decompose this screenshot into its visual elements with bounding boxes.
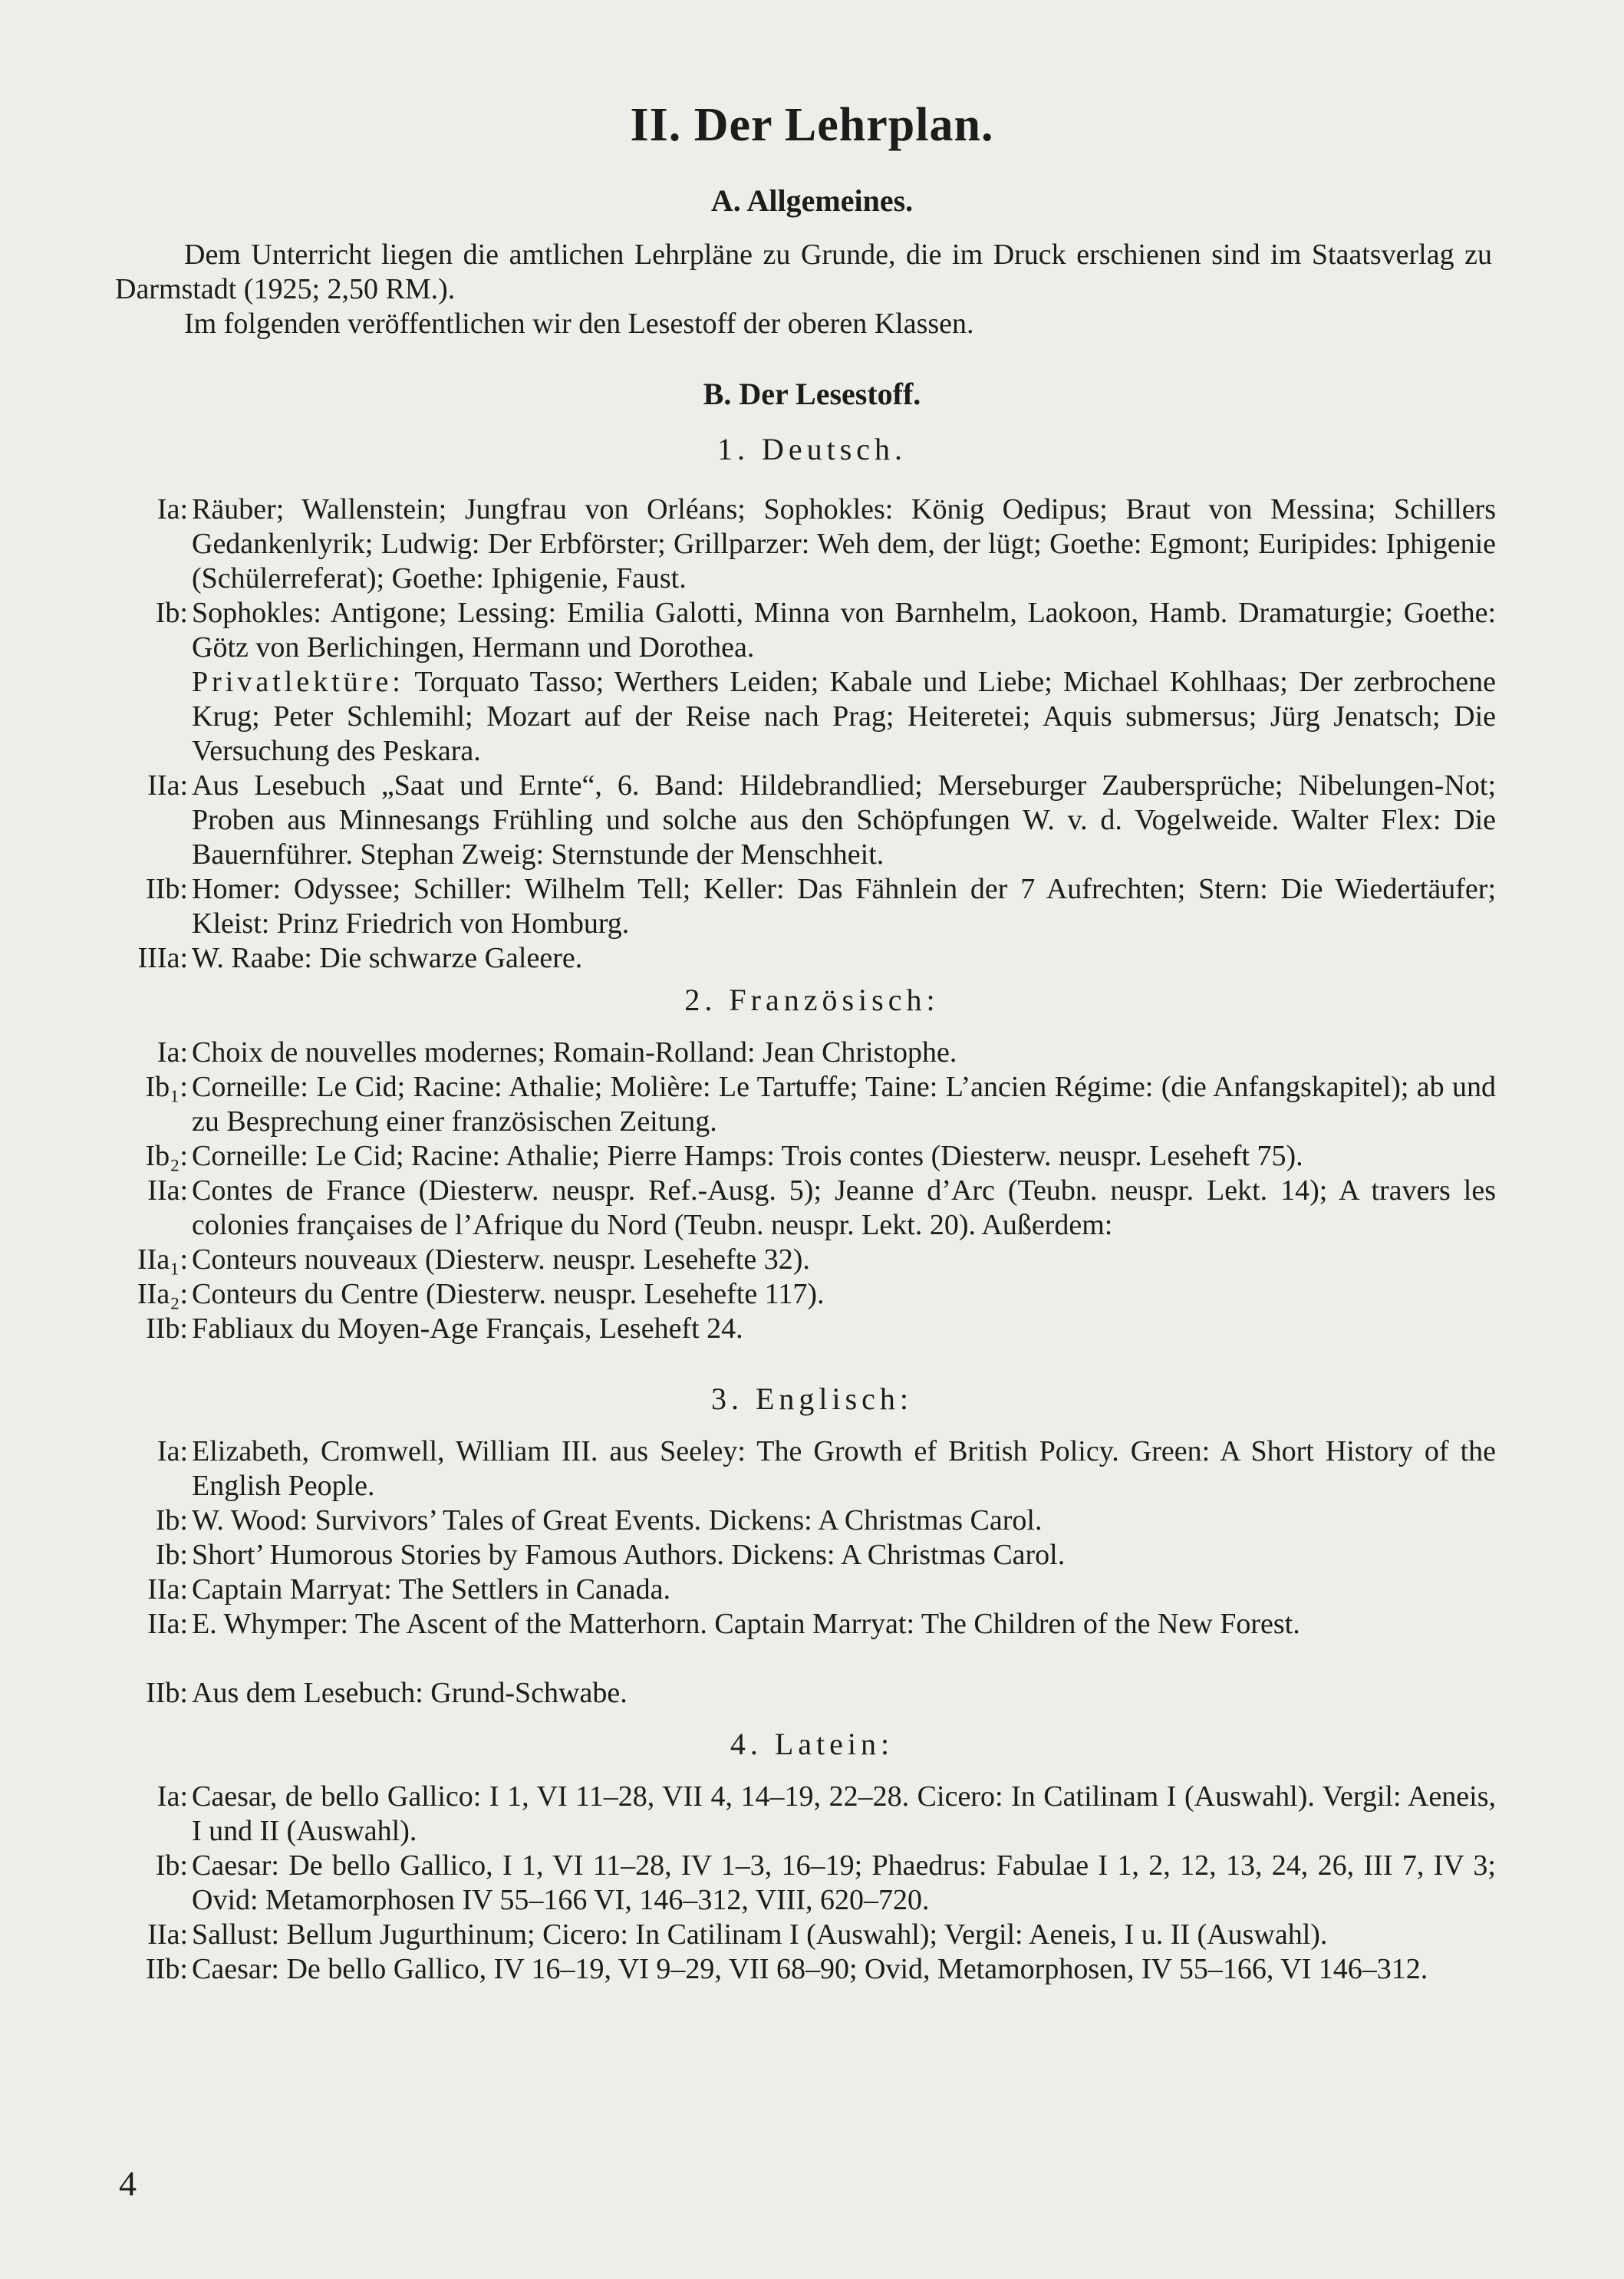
entry-label: IIb: <box>146 873 188 905</box>
entry-text: Conteurs nouveaux (Diesterw. neuspr. Lesehefte 32). <box>192 1243 810 1276</box>
entry-text: Elizabeth, Cromwell, William III. aus Seeley: The Growth ef British Policy. Green: A Short History of the English People. <box>192 1435 1496 1502</box>
entry-text: Homer: Odyssee; Schiller: Wilhelm Tell; Keller: Das Fähnlein der 7 Aufrechten; Stern: Die Wiedertäufer; Kleist: Prinz Friedrich von Homburg. <box>192 873 1496 940</box>
franzoesisch-entry <box>46 1243 1496 1277</box>
deutsch-entry <box>46 492 1496 596</box>
englisch-entry <box>46 1503 1496 1538</box>
franzoesisch-entry <box>46 1277 1496 1312</box>
englisch-entry <box>46 1538 1496 1573</box>
entry-text: Caesar: De bello Gallico, IV 16–19, VI 9–29, VII 68–90; Ovid, Metamorphosen, IV 55–166, VI 146–312. <box>192 1953 1428 1985</box>
franzoesisch-heading: 2. Französisch: <box>684 983 940 1017</box>
franzoesisch-entry <box>46 1070 1496 1139</box>
franzoesisch-entry <box>46 1312 1496 1346</box>
entry-text: Caesar, de bello Gallico: I 1, VI 11–28, VII 4, 14–19, 22–28. Cicero: In Catilinam I (Auswahl). Vergil: Aeneis, I und II (Auswahl). <box>192 1780 1496 1847</box>
entry-label: IIa: <box>147 1608 188 1640</box>
page-title: II. Der Lehrplan. <box>630 99 994 151</box>
entry-text: Fabliaux du Moyen-Age Français, Leseheft 24. <box>192 1312 743 1345</box>
privatlektuere-label: Privatlektüre: <box>192 666 404 698</box>
entry-text: Corneille: Le Cid; Racine: Athalie; Pierre Hamps: Trois contes (Diesterw. neuspr. Leseheft 75). <box>192 1140 1303 1172</box>
deutsch-heading: 1. Deutsch. <box>716 432 908 466</box>
entry-text: Conteurs du Centre (Diesterw. neuspr. Lesehefte 117). <box>192 1278 825 1310</box>
entry-text: Short’ Humorous Stories by Famous Authors. Dickens: A Christmas Carol. <box>192 1539 1066 1571</box>
section-a-heading: A. Allgemeines. <box>710 183 914 218</box>
franzoesisch-entry <box>46 1174 1496 1243</box>
entry-label: Ib₁: <box>145 1071 188 1103</box>
englisch-entry <box>46 1573 1496 1607</box>
latein-entry <box>46 1780 1496 1849</box>
entry-text: Aus dem Lesebuch: Grund-Schwabe. <box>192 1677 628 1709</box>
englisch-entry <box>46 1607 1496 1642</box>
franzoesisch-entry <box>46 1139 1496 1174</box>
entry-text: W. Raabe: Die schwarze Galeere. <box>192 942 583 974</box>
entry-text: Sophokles: Antigone; Lessing: Emilia Galotti, Minna von Barnhelm, Laokoon, Hamb. Dramaturgie; Goethe: Götz von Berlichingen, Hermann und Dorothea. <box>192 597 1496 664</box>
englisch-entry <box>46 1434 1496 1503</box>
englisch-entry <box>46 1676 1496 1711</box>
entry-label: IIa₂: <box>137 1278 188 1310</box>
deutsch-entry <box>46 941 1496 976</box>
entry-text: Räuber; Wallenstein; Jungfrau von Orléans; Sophokles: König Oedipus; Braut von Messina; Schillers Gedankenlyrik; Ludwig: Der Erbförster; Grillparzer: Weh dem, der lügt; Goethe: Egmont; Euripides: Iphigenie (Schülerreferat); Goethe: Iphigenie, Faust. <box>192 493 1496 594</box>
entry-label: Ia: <box>156 1435 188 1467</box>
franzoesisch-entry <box>46 1036 1496 1070</box>
entry-label: IIb: <box>146 1953 188 1985</box>
entry-text: Torquato Tasso; Werthers Leiden; Kabale und Liebe; Michael Kohlhaas; Der zerbrochene Krug; Peter Schlemihl; Mozart auf der Reise nach Prag; Heiteretei; Aquis submersus; Jürg Jenatsch; Die Versuchung des Peskara. <box>192 666 1496 767</box>
entry-text: W. Wood: Survivors’ Tales of Great Events. Dickens: A Christmas Carol. <box>192 1504 1043 1536</box>
entry-label: IIa: <box>147 1174 188 1207</box>
deutsch-entry <box>46 872 1496 941</box>
entry-label: IIa: <box>147 1918 188 1951</box>
entry-label: Ib: <box>155 597 188 629</box>
entry-text: Aus Lesebuch „Saat und Ernte“, 6. Band: Hildebrandlied; Merseburger Zaubersprüche; Nibelungen-Not; Proben aus Minnesangs Frühling und solche aus den Schöpfungen W. v. d. Vogelweide. Walter Flex: Die Bauernführer. Stephan Zweig: Sternstunde der Menschheit. <box>192 769 1496 871</box>
latein-heading: 4. Latein: <box>730 1727 894 1761</box>
deutsch-entry <box>46 596 1496 665</box>
entry-label: IIa: <box>147 769 188 802</box>
section-b-heading: B. Der Lesestoff. <box>703 377 921 411</box>
entry-label: Ia: <box>156 493 188 525</box>
entry-label: Ia: <box>156 1780 188 1813</box>
entry-label: IIb: <box>146 1312 188 1345</box>
entry-label: IIa: <box>147 1573 188 1606</box>
entry-text: Captain Marryat: The Settlers in Canada. <box>192 1573 671 1606</box>
entry-text: Contes de France (Diesterw. neuspr. Ref.-Ausg. 5); Jeanne d’Arc (Teubn. neuspr. Lekt. 14); A travers les colonies françaises de l’Afrique du Nord (Teubn. neuspr. Lekt. 20). Außerdem: <box>192 1174 1496 1241</box>
entry-label: Ib: <box>155 1504 188 1536</box>
entry-label: IIIa: <box>137 942 188 974</box>
section-a-paragraph-1: Dem Unterricht liegen die amtlichen Lehrpläne zu Grunde, die im Druck erschienen sind im Staatsverlag zu Darmstadt (1925; 2,50 RM.). <box>115 239 1492 305</box>
entry-text: Caesar: De bello Gallico, I 1, VI 11–28, IV 1–3, 16–19; Phaedrus: Fabulae I 1, 2, 12, 13, 24, 26, III 7, IV 3; Ovid: Metamorphosen IV 55–166 VI, 146–312, VIII, 620–720. <box>192 1849 1496 1916</box>
deutsch-entry-privatlektuere <box>46 665 1496 769</box>
deutsch-entry <box>46 769 1496 872</box>
page-number: 4 <box>119 2164 137 2203</box>
entry-label: IIb: <box>146 1677 188 1709</box>
entry-label: Ia: <box>156 1036 188 1069</box>
entry-label: IIa₁: <box>137 1243 188 1276</box>
entry-text: Corneille: Le Cid; Racine: Athalie; Molière: Le Tartuffe; Taine: L’ancien Régime: (die Anfangskapitel); ab und zu Besprechung einer französischen Zeitung. <box>192 1071 1496 1138</box>
entry-label: Ib: <box>155 1539 188 1571</box>
entry-label: Ib: <box>155 1849 188 1882</box>
section-a-paragraph-2: Im folgenden veröffentlichen wir den Lesestoff der oberen Klassen. <box>184 308 974 340</box>
englisch-heading: 3. Englisch: <box>710 1382 914 1416</box>
entry-text: Sallust: Bellum Jugurthinum; Cicero: In Catilinam I (Auswahl); Vergil: Aeneis, I u. II (Auswahl). <box>192 1918 1328 1951</box>
entry-text: E. Whymper: The Ascent of the Matterhorn. Captain Marryat: The Children of the New Forest. <box>192 1608 1300 1640</box>
entry-text: Choix de nouvelles modernes; Romain-Rolland: Jean Christophe. <box>192 1036 957 1069</box>
latein-entry <box>46 1918 1496 1952</box>
entry-label: Ib₂: <box>145 1140 188 1172</box>
latein-entry <box>46 1952 1496 1987</box>
latein-entry <box>46 1849 1496 1918</box>
